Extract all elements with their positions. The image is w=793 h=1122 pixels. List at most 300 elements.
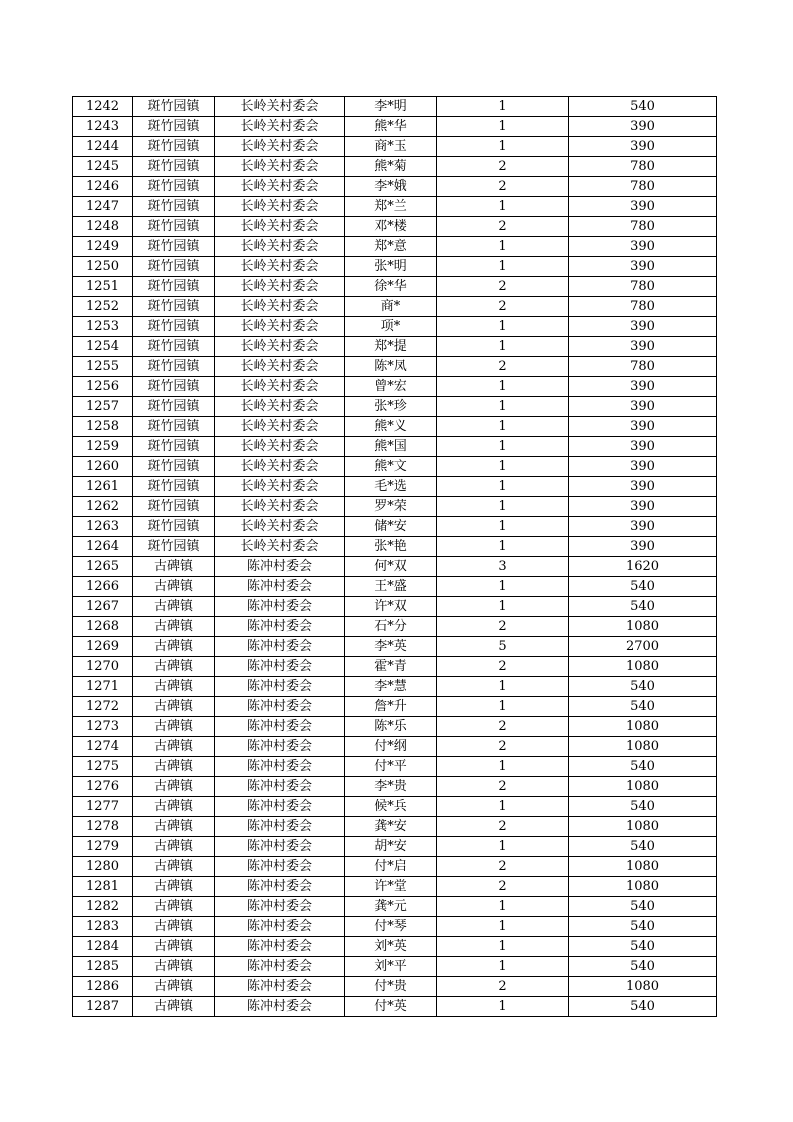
village-committee-cell: 陈冲村委会 bbox=[215, 737, 345, 757]
table-row bbox=[73, 937, 717, 957]
person-name-cell: 龚*元 bbox=[345, 897, 437, 917]
row-number-cell: 1246 bbox=[73, 177, 133, 197]
person-count-cell: 1 bbox=[437, 837, 569, 857]
village-committee-cell: 陈冲村委会 bbox=[215, 817, 345, 837]
row-number-cell: 1265 bbox=[73, 557, 133, 577]
amount-cell: 780 bbox=[569, 357, 717, 377]
person-count-cell: 2 bbox=[437, 977, 569, 997]
town-cell: 古碑镇 bbox=[133, 757, 215, 777]
table-row bbox=[73, 737, 717, 757]
village-committee-cell: 陈冲村委会 bbox=[215, 877, 345, 897]
row-number-cell: 1254 bbox=[73, 337, 133, 357]
town-cell: 古碑镇 bbox=[133, 617, 215, 637]
person-name-cell: 付*平 bbox=[345, 757, 437, 777]
person-count-cell: 1 bbox=[437, 937, 569, 957]
table-row bbox=[73, 977, 717, 997]
person-count-cell: 1 bbox=[437, 697, 569, 717]
amount-cell: 390 bbox=[569, 257, 717, 277]
row-number-cell: 1279 bbox=[73, 837, 133, 857]
town-cell: 斑竹园镇 bbox=[133, 277, 215, 297]
row-number-cell: 1276 bbox=[73, 777, 133, 797]
village-committee-cell: 长岭关村委会 bbox=[215, 217, 345, 237]
village-committee-cell: 陈冲村委会 bbox=[215, 977, 345, 997]
town-cell: 斑竹园镇 bbox=[133, 317, 215, 337]
town-cell: 斑竹园镇 bbox=[133, 297, 215, 317]
person-count-cell: 1 bbox=[437, 577, 569, 597]
town-cell: 古碑镇 bbox=[133, 797, 215, 817]
table-row bbox=[73, 137, 717, 157]
person-count-cell: 1 bbox=[437, 917, 569, 937]
village-committee-cell: 长岭关村委会 bbox=[215, 277, 345, 297]
amount-cell: 390 bbox=[569, 397, 717, 417]
row-number-cell: 1266 bbox=[73, 577, 133, 597]
town-cell: 古碑镇 bbox=[133, 637, 215, 657]
amount-cell: 390 bbox=[569, 477, 717, 497]
person-count-cell: 2 bbox=[437, 617, 569, 637]
row-number-cell: 1243 bbox=[73, 117, 133, 137]
row-number-cell: 1272 bbox=[73, 697, 133, 717]
row-number-cell: 1261 bbox=[73, 477, 133, 497]
person-count-cell: 1 bbox=[437, 797, 569, 817]
row-number-cell: 1280 bbox=[73, 857, 133, 877]
town-cell: 斑竹园镇 bbox=[133, 97, 215, 117]
table-row bbox=[73, 857, 717, 877]
town-cell: 古碑镇 bbox=[133, 737, 215, 757]
person-name-cell: 熊*义 bbox=[345, 417, 437, 437]
town-cell: 斑竹园镇 bbox=[133, 257, 215, 277]
person-count-cell: 2 bbox=[437, 297, 569, 317]
person-name-cell: 许*堂 bbox=[345, 877, 437, 897]
person-count-cell: 1 bbox=[437, 137, 569, 157]
person-count-cell: 1 bbox=[437, 537, 569, 557]
amount-cell: 2700 bbox=[569, 637, 717, 657]
person-name-cell: 王*盛 bbox=[345, 577, 437, 597]
amount-cell: 390 bbox=[569, 517, 717, 537]
amount-cell: 780 bbox=[569, 217, 717, 237]
person-count-cell: 1 bbox=[437, 377, 569, 397]
person-name-cell: 熊*国 bbox=[345, 437, 437, 457]
table-row bbox=[73, 357, 717, 377]
village-committee-cell: 长岭关村委会 bbox=[215, 517, 345, 537]
town-cell: 古碑镇 bbox=[133, 997, 215, 1017]
amount-cell: 540 bbox=[569, 597, 717, 617]
row-number-cell: 1257 bbox=[73, 397, 133, 417]
village-committee-cell: 陈冲村委会 bbox=[215, 857, 345, 877]
person-name-cell: 项* bbox=[345, 317, 437, 337]
amount-cell: 540 bbox=[569, 677, 717, 697]
person-name-cell: 邓*楼 bbox=[345, 217, 437, 237]
amount-cell: 1080 bbox=[569, 857, 717, 877]
table-row bbox=[73, 417, 717, 437]
amount-cell: 390 bbox=[569, 497, 717, 517]
row-number-cell: 1253 bbox=[73, 317, 133, 337]
village-committee-cell: 陈冲村委会 bbox=[215, 837, 345, 857]
table-row bbox=[73, 777, 717, 797]
village-committee-cell: 陈冲村委会 bbox=[215, 777, 345, 797]
person-count-cell: 1 bbox=[437, 437, 569, 457]
person-count-cell: 1 bbox=[437, 97, 569, 117]
table-row bbox=[73, 177, 717, 197]
row-number-cell: 1248 bbox=[73, 217, 133, 237]
village-committee-cell: 长岭关村委会 bbox=[215, 477, 345, 497]
row-number-cell: 1283 bbox=[73, 917, 133, 937]
table-row bbox=[73, 117, 717, 137]
row-number-cell: 1274 bbox=[73, 737, 133, 757]
person-count-cell: 1 bbox=[437, 497, 569, 517]
town-cell: 斑竹园镇 bbox=[133, 357, 215, 377]
table-row bbox=[73, 897, 717, 917]
person-name-cell: 郑*意 bbox=[345, 237, 437, 257]
person-count-cell: 1 bbox=[437, 257, 569, 277]
person-count-cell: 1 bbox=[437, 457, 569, 477]
person-count-cell: 2 bbox=[437, 877, 569, 897]
village-committee-cell: 长岭关村委会 bbox=[215, 97, 345, 117]
person-count-cell: 2 bbox=[437, 657, 569, 677]
village-committee-cell: 陈冲村委会 bbox=[215, 637, 345, 657]
person-name-cell: 李*慧 bbox=[345, 677, 437, 697]
town-cell: 古碑镇 bbox=[133, 817, 215, 837]
town-cell: 古碑镇 bbox=[133, 837, 215, 857]
person-count-cell: 1 bbox=[437, 677, 569, 697]
town-cell: 古碑镇 bbox=[133, 557, 215, 577]
village-committee-cell: 陈冲村委会 bbox=[215, 937, 345, 957]
person-name-cell: 詹*升 bbox=[345, 697, 437, 717]
person-name-cell: 陈*凤 bbox=[345, 357, 437, 377]
person-name-cell: 储*安 bbox=[345, 517, 437, 537]
person-name-cell: 郑*提 bbox=[345, 337, 437, 357]
village-committee-cell: 陈冲村委会 bbox=[215, 717, 345, 737]
village-committee-cell: 陈冲村委会 bbox=[215, 917, 345, 937]
table-row bbox=[73, 477, 717, 497]
person-count-cell: 1 bbox=[437, 957, 569, 977]
person-name-cell: 商* bbox=[345, 297, 437, 317]
person-name-cell: 曾*宏 bbox=[345, 377, 437, 397]
row-number-cell: 1258 bbox=[73, 417, 133, 437]
row-number-cell: 1247 bbox=[73, 197, 133, 217]
table-row bbox=[73, 97, 717, 117]
table-row bbox=[73, 217, 717, 237]
village-committee-cell: 陈冲村委会 bbox=[215, 677, 345, 697]
village-committee-cell: 长岭关村委会 bbox=[215, 437, 345, 457]
amount-cell: 390 bbox=[569, 117, 717, 137]
village-committee-cell: 陈冲村委会 bbox=[215, 557, 345, 577]
town-cell: 斑竹园镇 bbox=[133, 377, 215, 397]
table-row bbox=[73, 397, 717, 417]
person-name-cell: 陈*乐 bbox=[345, 717, 437, 737]
person-name-cell: 毛*选 bbox=[345, 477, 437, 497]
table-row bbox=[73, 697, 717, 717]
village-committee-cell: 陈冲村委会 bbox=[215, 957, 345, 977]
table-row bbox=[73, 437, 717, 457]
town-cell: 斑竹园镇 bbox=[133, 117, 215, 137]
town-cell: 古碑镇 bbox=[133, 897, 215, 917]
amount-cell: 540 bbox=[569, 797, 717, 817]
village-committee-cell: 陈冲村委会 bbox=[215, 697, 345, 717]
person-name-cell: 徐*华 bbox=[345, 277, 437, 297]
person-count-cell: 2 bbox=[437, 777, 569, 797]
person-name-cell: 石*分 bbox=[345, 617, 437, 637]
table-row bbox=[73, 837, 717, 857]
town-cell: 斑竹园镇 bbox=[133, 137, 215, 157]
person-name-cell: 罗*荣 bbox=[345, 497, 437, 517]
row-number-cell: 1268 bbox=[73, 617, 133, 637]
row-number-cell: 1275 bbox=[73, 757, 133, 777]
person-count-cell: 1 bbox=[437, 417, 569, 437]
town-cell: 古碑镇 bbox=[133, 657, 215, 677]
person-count-cell: 2 bbox=[437, 177, 569, 197]
table-row bbox=[73, 717, 717, 737]
town-cell: 斑竹园镇 bbox=[133, 177, 215, 197]
person-count-cell: 1 bbox=[437, 597, 569, 617]
town-cell: 斑竹园镇 bbox=[133, 157, 215, 177]
town-cell: 古碑镇 bbox=[133, 857, 215, 877]
person-name-cell: 刘*平 bbox=[345, 957, 437, 977]
person-name-cell: 李*娥 bbox=[345, 177, 437, 197]
person-count-cell: 1 bbox=[437, 337, 569, 357]
table-row bbox=[73, 917, 717, 937]
person-name-cell: 付*纲 bbox=[345, 737, 437, 757]
amount-cell: 540 bbox=[569, 937, 717, 957]
person-count-cell: 2 bbox=[437, 737, 569, 757]
village-committee-cell: 长岭关村委会 bbox=[215, 357, 345, 377]
amount-cell: 390 bbox=[569, 457, 717, 477]
town-cell: 斑竹园镇 bbox=[133, 537, 215, 557]
town-cell: 古碑镇 bbox=[133, 877, 215, 897]
person-name-cell: 付*琴 bbox=[345, 917, 437, 937]
amount-cell: 1080 bbox=[569, 737, 717, 757]
person-count-cell: 1 bbox=[437, 897, 569, 917]
roster-table bbox=[72, 96, 717, 1017]
row-number-cell: 1284 bbox=[73, 937, 133, 957]
amount-cell: 390 bbox=[569, 337, 717, 357]
row-number-cell: 1260 bbox=[73, 457, 133, 477]
person-count-cell: 2 bbox=[437, 277, 569, 297]
amount-cell: 780 bbox=[569, 297, 717, 317]
town-cell: 斑竹园镇 bbox=[133, 217, 215, 237]
amount-cell: 390 bbox=[569, 417, 717, 437]
table-row bbox=[73, 637, 717, 657]
amount-cell: 780 bbox=[569, 177, 717, 197]
person-name-cell: 张*艳 bbox=[345, 537, 437, 557]
person-count-cell: 2 bbox=[437, 217, 569, 237]
amount-cell: 1080 bbox=[569, 617, 717, 637]
row-number-cell: 1262 bbox=[73, 497, 133, 517]
person-count-cell: 2 bbox=[437, 157, 569, 177]
row-number-cell: 1249 bbox=[73, 237, 133, 257]
village-committee-cell: 长岭关村委会 bbox=[215, 417, 345, 437]
village-committee-cell: 长岭关村委会 bbox=[215, 157, 345, 177]
person-name-cell: 付*启 bbox=[345, 857, 437, 877]
village-committee-cell: 陈冲村委会 bbox=[215, 617, 345, 637]
table-row bbox=[73, 617, 717, 637]
amount-cell: 1080 bbox=[569, 717, 717, 737]
table-row bbox=[73, 497, 717, 517]
village-committee-cell: 长岭关村委会 bbox=[215, 497, 345, 517]
village-committee-cell: 陈冲村委会 bbox=[215, 797, 345, 817]
table-row bbox=[73, 797, 717, 817]
table-row bbox=[73, 597, 717, 617]
village-committee-cell: 长岭关村委会 bbox=[215, 177, 345, 197]
person-name-cell: 熊*菊 bbox=[345, 157, 437, 177]
town-cell: 古碑镇 bbox=[133, 717, 215, 737]
town-cell: 斑竹园镇 bbox=[133, 437, 215, 457]
table-row bbox=[73, 677, 717, 697]
person-name-cell: 刘*英 bbox=[345, 937, 437, 957]
town-cell: 古碑镇 bbox=[133, 597, 215, 617]
town-cell: 古碑镇 bbox=[133, 937, 215, 957]
amount-cell: 540 bbox=[569, 997, 717, 1017]
table-row bbox=[73, 577, 717, 597]
table-row bbox=[73, 817, 717, 837]
amount-cell: 540 bbox=[569, 897, 717, 917]
table-row bbox=[73, 197, 717, 217]
amount-cell: 390 bbox=[569, 197, 717, 217]
village-committee-cell: 长岭关村委会 bbox=[215, 257, 345, 277]
row-number-cell: 1285 bbox=[73, 957, 133, 977]
table-row bbox=[73, 957, 717, 977]
amount-cell: 540 bbox=[569, 697, 717, 717]
village-committee-cell: 长岭关村委会 bbox=[215, 297, 345, 317]
person-name-cell: 胡*安 bbox=[345, 837, 437, 857]
person-count-cell: 1 bbox=[437, 997, 569, 1017]
village-committee-cell: 陈冲村委会 bbox=[215, 897, 345, 917]
amount-cell: 390 bbox=[569, 377, 717, 397]
village-committee-cell: 陈冲村委会 bbox=[215, 577, 345, 597]
table-row bbox=[73, 457, 717, 477]
town-cell: 斑竹园镇 bbox=[133, 337, 215, 357]
person-name-cell: 张*明 bbox=[345, 257, 437, 277]
amount-cell: 540 bbox=[569, 917, 717, 937]
person-count-cell: 5 bbox=[437, 637, 569, 657]
village-committee-cell: 陈冲村委会 bbox=[215, 597, 345, 617]
village-committee-cell: 长岭关村委会 bbox=[215, 377, 345, 397]
table-row bbox=[73, 297, 717, 317]
village-committee-cell: 长岭关村委会 bbox=[215, 317, 345, 337]
person-name-cell: 李*英 bbox=[345, 637, 437, 657]
town-cell: 古碑镇 bbox=[133, 677, 215, 697]
village-committee-cell: 长岭关村委会 bbox=[215, 117, 345, 137]
person-name-cell: 何*双 bbox=[345, 557, 437, 577]
person-name-cell: 李*明 bbox=[345, 97, 437, 117]
town-cell: 古碑镇 bbox=[133, 577, 215, 597]
table-row bbox=[73, 317, 717, 337]
person-count-cell: 1 bbox=[437, 197, 569, 217]
village-committee-cell: 长岭关村委会 bbox=[215, 397, 345, 417]
row-number-cell: 1264 bbox=[73, 537, 133, 557]
table-row bbox=[73, 517, 717, 537]
person-count-cell: 2 bbox=[437, 817, 569, 837]
amount-cell: 390 bbox=[569, 137, 717, 157]
person-count-cell: 2 bbox=[437, 857, 569, 877]
row-number-cell: 1259 bbox=[73, 437, 133, 457]
amount-cell: 390 bbox=[569, 437, 717, 457]
amount-cell: 390 bbox=[569, 317, 717, 337]
person-count-cell: 2 bbox=[437, 717, 569, 737]
table-row bbox=[73, 237, 717, 257]
row-number-cell: 1252 bbox=[73, 297, 133, 317]
table-row bbox=[73, 557, 717, 577]
person-count-cell: 1 bbox=[437, 397, 569, 417]
person-count-cell: 1 bbox=[437, 237, 569, 257]
row-number-cell: 1287 bbox=[73, 997, 133, 1017]
village-committee-cell: 陈冲村委会 bbox=[215, 997, 345, 1017]
row-number-cell: 1271 bbox=[73, 677, 133, 697]
table-row bbox=[73, 257, 717, 277]
amount-cell: 540 bbox=[569, 577, 717, 597]
person-name-cell: 郑*兰 bbox=[345, 197, 437, 217]
village-committee-cell: 长岭关村委会 bbox=[215, 237, 345, 257]
row-number-cell: 1267 bbox=[73, 597, 133, 617]
town-cell: 斑竹园镇 bbox=[133, 197, 215, 217]
town-cell: 斑竹园镇 bbox=[133, 457, 215, 477]
person-name-cell: 候*兵 bbox=[345, 797, 437, 817]
village-committee-cell: 陈冲村委会 bbox=[215, 757, 345, 777]
row-number-cell: 1256 bbox=[73, 377, 133, 397]
town-cell: 斑竹园镇 bbox=[133, 397, 215, 417]
person-name-cell: 张*珍 bbox=[345, 397, 437, 417]
village-committee-cell: 陈冲村委会 bbox=[215, 657, 345, 677]
village-committee-cell: 长岭关村委会 bbox=[215, 537, 345, 557]
roster-table-body bbox=[73, 97, 717, 1017]
row-number-cell: 1245 bbox=[73, 157, 133, 177]
town-cell: 古碑镇 bbox=[133, 957, 215, 977]
town-cell: 古碑镇 bbox=[133, 977, 215, 997]
person-name-cell: 龚*安 bbox=[345, 817, 437, 837]
person-name-cell: 付*英 bbox=[345, 997, 437, 1017]
amount-cell: 540 bbox=[569, 757, 717, 777]
village-committee-cell: 长岭关村委会 bbox=[215, 457, 345, 477]
town-cell: 斑竹园镇 bbox=[133, 517, 215, 537]
row-number-cell: 1263 bbox=[73, 517, 133, 537]
amount-cell: 1080 bbox=[569, 817, 717, 837]
row-number-cell: 1273 bbox=[73, 717, 133, 737]
village-committee-cell: 长岭关村委会 bbox=[215, 137, 345, 157]
table-row bbox=[73, 877, 717, 897]
town-cell: 斑竹园镇 bbox=[133, 477, 215, 497]
amount-cell: 390 bbox=[569, 537, 717, 557]
row-number-cell: 1255 bbox=[73, 357, 133, 377]
person-name-cell: 付*贵 bbox=[345, 977, 437, 997]
amount-cell: 540 bbox=[569, 957, 717, 977]
row-number-cell: 1244 bbox=[73, 137, 133, 157]
person-name-cell: 李*贵 bbox=[345, 777, 437, 797]
person-count-cell: 1 bbox=[437, 477, 569, 497]
person-count-cell: 1 bbox=[437, 517, 569, 537]
person-count-cell: 2 bbox=[437, 357, 569, 377]
row-number-cell: 1269 bbox=[73, 637, 133, 657]
person-name-cell: 熊*华 bbox=[345, 117, 437, 137]
table-row bbox=[73, 657, 717, 677]
person-count-cell: 1 bbox=[437, 117, 569, 137]
town-cell: 斑竹园镇 bbox=[133, 237, 215, 257]
table-row bbox=[73, 337, 717, 357]
amount-cell: 1080 bbox=[569, 777, 717, 797]
table-row bbox=[73, 537, 717, 557]
amount-cell: 1080 bbox=[569, 877, 717, 897]
amount-cell: 390 bbox=[569, 237, 717, 257]
table-row bbox=[73, 997, 717, 1017]
town-cell: 古碑镇 bbox=[133, 777, 215, 797]
amount-cell: 540 bbox=[569, 97, 717, 117]
person-count-cell: 1 bbox=[437, 757, 569, 777]
town-cell: 古碑镇 bbox=[133, 917, 215, 937]
row-number-cell: 1251 bbox=[73, 277, 133, 297]
person-name-cell: 熊*文 bbox=[345, 457, 437, 477]
row-number-cell: 1281 bbox=[73, 877, 133, 897]
town-cell: 斑竹园镇 bbox=[133, 497, 215, 517]
amount-cell: 1620 bbox=[569, 557, 717, 577]
town-cell: 古碑镇 bbox=[133, 697, 215, 717]
